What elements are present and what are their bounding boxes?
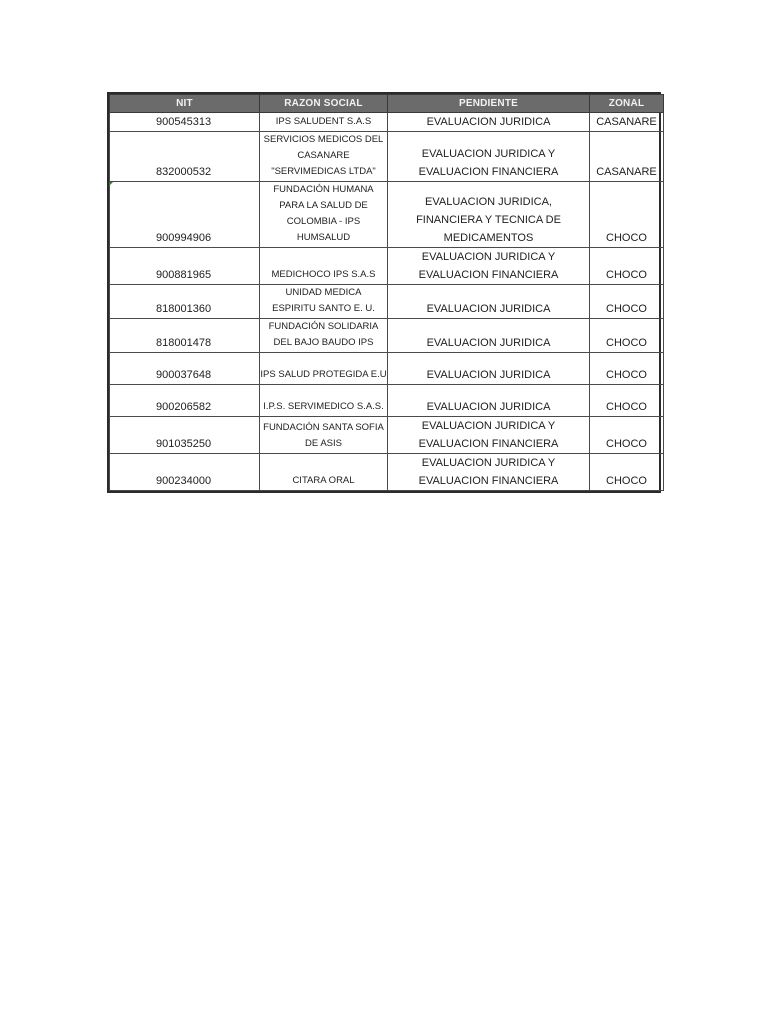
cell-pendiente	[388, 353, 590, 385]
cell-zonal: CHOCO	[590, 319, 664, 353]
cell-pendiente	[388, 417, 590, 454]
table-row	[110, 319, 664, 353]
cell-razon-social	[260, 132, 388, 182]
razon-social-line: CASANARE	[297, 150, 350, 161]
cell-pendiente	[388, 285, 590, 319]
cell-razon-social	[260, 285, 388, 319]
pendiente-line: EVALUACION JURIDICA	[426, 369, 551, 381]
cell-zonal: CASANARE	[590, 132, 664, 182]
cell-razon-social	[260, 454, 388, 491]
cell-zonal: CHOCO	[590, 353, 664, 385]
cell-pendiente	[388, 113, 590, 132]
table-body	[110, 113, 664, 491]
cell-nit: 900994906	[110, 182, 260, 248]
cell-pendiente	[388, 248, 590, 285]
pendiente-line: EVALUACION JURIDICA	[426, 401, 551, 413]
cell-zonal: CASANARE	[590, 113, 664, 132]
cell-nit: 900881965	[110, 248, 260, 285]
pendiente-line: EVALUACION FINANCIERA	[418, 166, 559, 178]
cell-comment-marker	[109, 182, 113, 186]
cell-nit: 818001360	[110, 285, 260, 319]
cell-nit: 900234000	[110, 454, 260, 491]
table-row	[110, 248, 664, 285]
razon-social-line: PARA LA SALUD DE	[279, 200, 368, 211]
cell-nit: 832000532	[110, 132, 260, 182]
pendiente-line: EVALUACION FINANCIERA	[418, 269, 559, 281]
cell-zonal: CHOCO	[590, 417, 664, 454]
cell-nit: 900206582	[110, 385, 260, 417]
pendiente-line: EVALUACION FINANCIERA	[418, 438, 559, 450]
razon-social-line: FUNDACIÓN HUMANA	[273, 184, 374, 195]
pendiente-line: EVALUACION JURIDICA	[426, 337, 551, 349]
cell-pendiente	[388, 385, 590, 417]
table-row	[110, 417, 664, 454]
razon-social-line: "SERVIMEDICAS LTDA"	[271, 166, 376, 177]
pendiente-line: FINANCIERA Y TECNICA DE	[416, 214, 561, 226]
pendiente-line: EVALUACION JURIDICA Y	[421, 251, 556, 263]
cell-razon-social	[260, 417, 388, 454]
header-razon-social: RAZON SOCIAL	[260, 95, 388, 113]
table-row	[110, 182, 664, 248]
pendiente-line: EVALUACION FINANCIERA	[418, 475, 559, 487]
cell-razon-social	[260, 248, 388, 285]
cell-razon-social	[260, 319, 388, 353]
razon-social-line: DE ASIS	[305, 438, 342, 449]
razon-social-line: MEDICHOCO IPS S.A.S	[271, 269, 376, 280]
razon-social-line: IPS SALUD PROTEGIDA E.U	[260, 369, 387, 380]
cell-zonal: CHOCO	[590, 248, 664, 285]
cell-zonal: CHOCO	[590, 285, 664, 319]
table-row	[110, 385, 664, 417]
razon-social-line: ESPIRITU SANTO E. U.	[272, 303, 375, 314]
table-row	[110, 113, 664, 132]
cell-zonal: CHOCO	[590, 385, 664, 417]
cell-nit: 900545313	[110, 113, 260, 132]
razon-social-line: HUMSALUD	[296, 232, 351, 243]
data-table	[107, 92, 661, 493]
cell-razon-social	[260, 182, 388, 248]
table-row	[110, 353, 664, 385]
cell-pendiente	[388, 454, 590, 491]
pending-evaluations-table	[109, 94, 664, 491]
razon-social-line: FUNDACIÓN SANTA SOFIA	[263, 422, 384, 433]
pendiente-line: MEDICAMENTOS	[443, 232, 534, 244]
header-row	[110, 95, 664, 113]
pendiente-line: EVALUACION JURIDICA,	[425, 196, 552, 208]
cell-pendiente	[388, 319, 590, 353]
razon-social-line: UNIDAD MEDICA	[285, 287, 362, 298]
pendiente-line: EVALUACION JURIDICA	[426, 303, 551, 315]
cell-razon-social	[260, 353, 388, 385]
table-row	[110, 285, 664, 319]
pendiente-line: EVALUACION JURIDICA	[426, 116, 551, 128]
pendiente-line: EVALUACION JURIDICA Y	[421, 420, 556, 432]
header-pendiente: PENDIENTE	[388, 95, 590, 113]
table-row	[110, 132, 664, 182]
razon-social-line: I.P.S. SERVIMEDICO S.A.S.	[263, 401, 384, 412]
cell-nit: 901035250	[110, 417, 260, 454]
cell-nit: 818001478	[110, 319, 260, 353]
cell-nit: 900037648	[110, 353, 260, 385]
cell-razon-social	[260, 113, 388, 132]
header-zonal: ZONAL	[590, 95, 664, 113]
pendiente-line: EVALUACION JURIDICA Y	[421, 457, 556, 469]
cell-zonal: CHOCO	[590, 182, 664, 248]
cell-pendiente	[388, 182, 590, 248]
cell-razon-social	[260, 385, 388, 417]
razon-social-line: FUNDACIÓN SOLIDARIA	[268, 321, 379, 332]
razon-social-line: DEL BAJO BAUDO IPS	[273, 337, 374, 348]
pendiente-line: EVALUACION JURIDICA Y	[421, 148, 556, 160]
razon-social-line: CITARA ORAL	[292, 475, 355, 486]
cell-zonal: CHOCO	[590, 454, 664, 491]
table-row	[110, 454, 664, 491]
cell-pendiente	[388, 132, 590, 182]
razon-social-line: IPS SALUDENT S.A.S	[275, 116, 372, 127]
header-nit: NIT	[110, 95, 260, 113]
razon-social-line: COLOMBIA - IPS	[286, 216, 361, 227]
razon-social-line: SERVICIOS MEDICOS DEL	[263, 134, 384, 145]
